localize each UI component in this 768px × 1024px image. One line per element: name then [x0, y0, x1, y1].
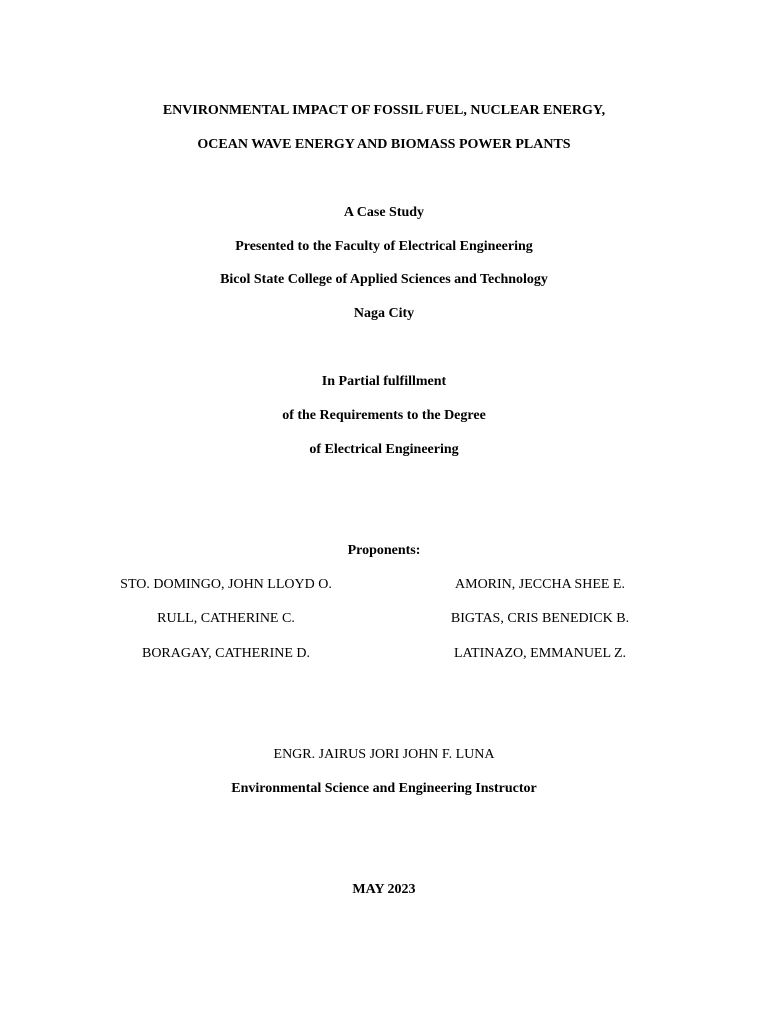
fulfillment-line-2: of the Requirements to the Degree	[282, 408, 486, 423]
institution-city: Naga City	[353, 306, 415, 321]
title-line-2: OCEAN WAVE ENERGY AND BIOMASS POWER PLANTS	[197, 137, 571, 152]
document-date: MAY 2023	[352, 882, 416, 897]
instructor-name: ENGR. JAIRUS JORI JOHN F. LUNA	[273, 747, 495, 762]
document-type: A Case Study	[343, 205, 425, 220]
proponent-name: BIGTAS, CRIS BENEDICK B.	[450, 611, 630, 626]
proponent-name: RULL, CATHERINE C.	[157, 611, 295, 626]
fulfillment-line-3: of Electrical Engineering	[309, 442, 459, 457]
proponent-name: AMORIN, JECCHA SHEE E.	[455, 577, 625, 592]
fulfillment-line-1: In Partial fulfillment	[321, 374, 447, 389]
proponent-name: LATINAZO, EMMANUEL Z.	[453, 646, 627, 661]
instructor-role: Environmental Science and Engineering Instructor	[231, 781, 537, 796]
proponents-heading: Proponents:	[347, 543, 421, 558]
presented-to: Presented to the Faculty of Electrical Engineering	[235, 239, 533, 254]
title-line-1: ENVIRONMENTAL IMPACT OF FOSSIL FUEL, NUCLEAR ENERGY,	[162, 103, 606, 118]
institution-name: Bicol State College of Applied Sciences and Technology	[220, 272, 548, 287]
proponent-name: BORAGAY, CATHERINE D.	[141, 646, 311, 661]
proponent-name: STO. DOMINGO, JOHN LLOYD O.	[120, 577, 332, 592]
